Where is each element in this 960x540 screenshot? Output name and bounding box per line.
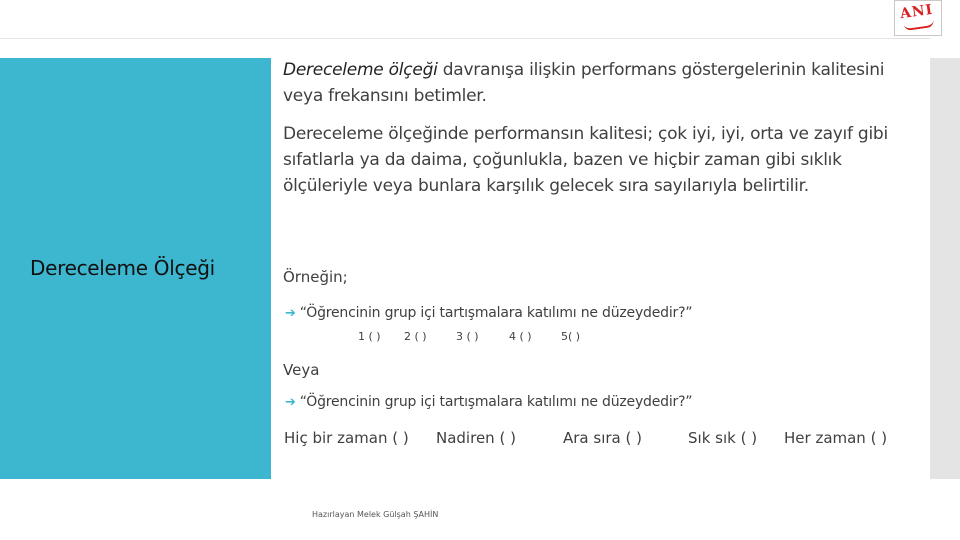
frequency-option-sometimes: Ara sıra ( ): [563, 429, 642, 447]
example-label: Örneğin;: [283, 268, 348, 286]
author-footer: Hazırlayan Melek Gülşah ŞAHİN: [312, 510, 439, 519]
scale-option-2: 2 ( ): [404, 330, 427, 343]
example-question-1: [285, 305, 692, 321]
bullet-arrow-icon: ➔: [285, 395, 296, 410]
frequency-option-often: Sık sık ( ): [688, 429, 758, 447]
title-panel: [0, 58, 271, 479]
right-accent-bar: [930, 58, 960, 479]
scale-option-1: 1 ( ): [358, 330, 381, 343]
question-2-text: “Öğrencinin grup içi tartışmalara katılımı ne düzeydedir?”: [299, 394, 693, 410]
bullet-arrow-icon: ➔: [285, 306, 296, 321]
slide-title: Dereceleme Ölçeği: [30, 256, 215, 280]
logo-text: ANI: [899, 1, 935, 23]
frequency-option-rarely: Nadiren ( ): [436, 429, 516, 447]
publisher-logo: [894, 0, 944, 36]
or-label: Veya: [283, 361, 320, 379]
description-paragraph: Dereceleme ölçeğinde performansın kalitesi; çok iyi, iyi, orta ve zayıf gibi sıfatlarla ya da daima, çoğunlukla, bazen ve hiçbir zaman gibi sıklık ölçüleriyle veya bunlara karşılık gelecek sıra sayılarıyla belirtilir.: [283, 124, 888, 196]
example-question-2: [285, 394, 692, 410]
top-divider: [0, 38, 930, 39]
definition-text: davranışa ilişkin performans göstergelerinin kalitesini veya frekansını betimler.: [283, 60, 885, 106]
frequency-option-never: Hiç bir zaman ( ): [284, 429, 409, 447]
definition-term: Dereceleme ölçeği: [283, 60, 438, 80]
scale-option-4: 4 ( ): [509, 330, 532, 343]
scale-option-5: 5( ): [561, 330, 581, 343]
frequency-option-always: Her zaman ( ): [784, 429, 888, 447]
scale-option-3: 3 ( ): [456, 330, 479, 343]
definition-paragraph: [283, 57, 923, 109]
question-1-text: “Öğrencinin grup içi tartışmalara katılımı ne düzeydedir?”: [299, 305, 693, 321]
